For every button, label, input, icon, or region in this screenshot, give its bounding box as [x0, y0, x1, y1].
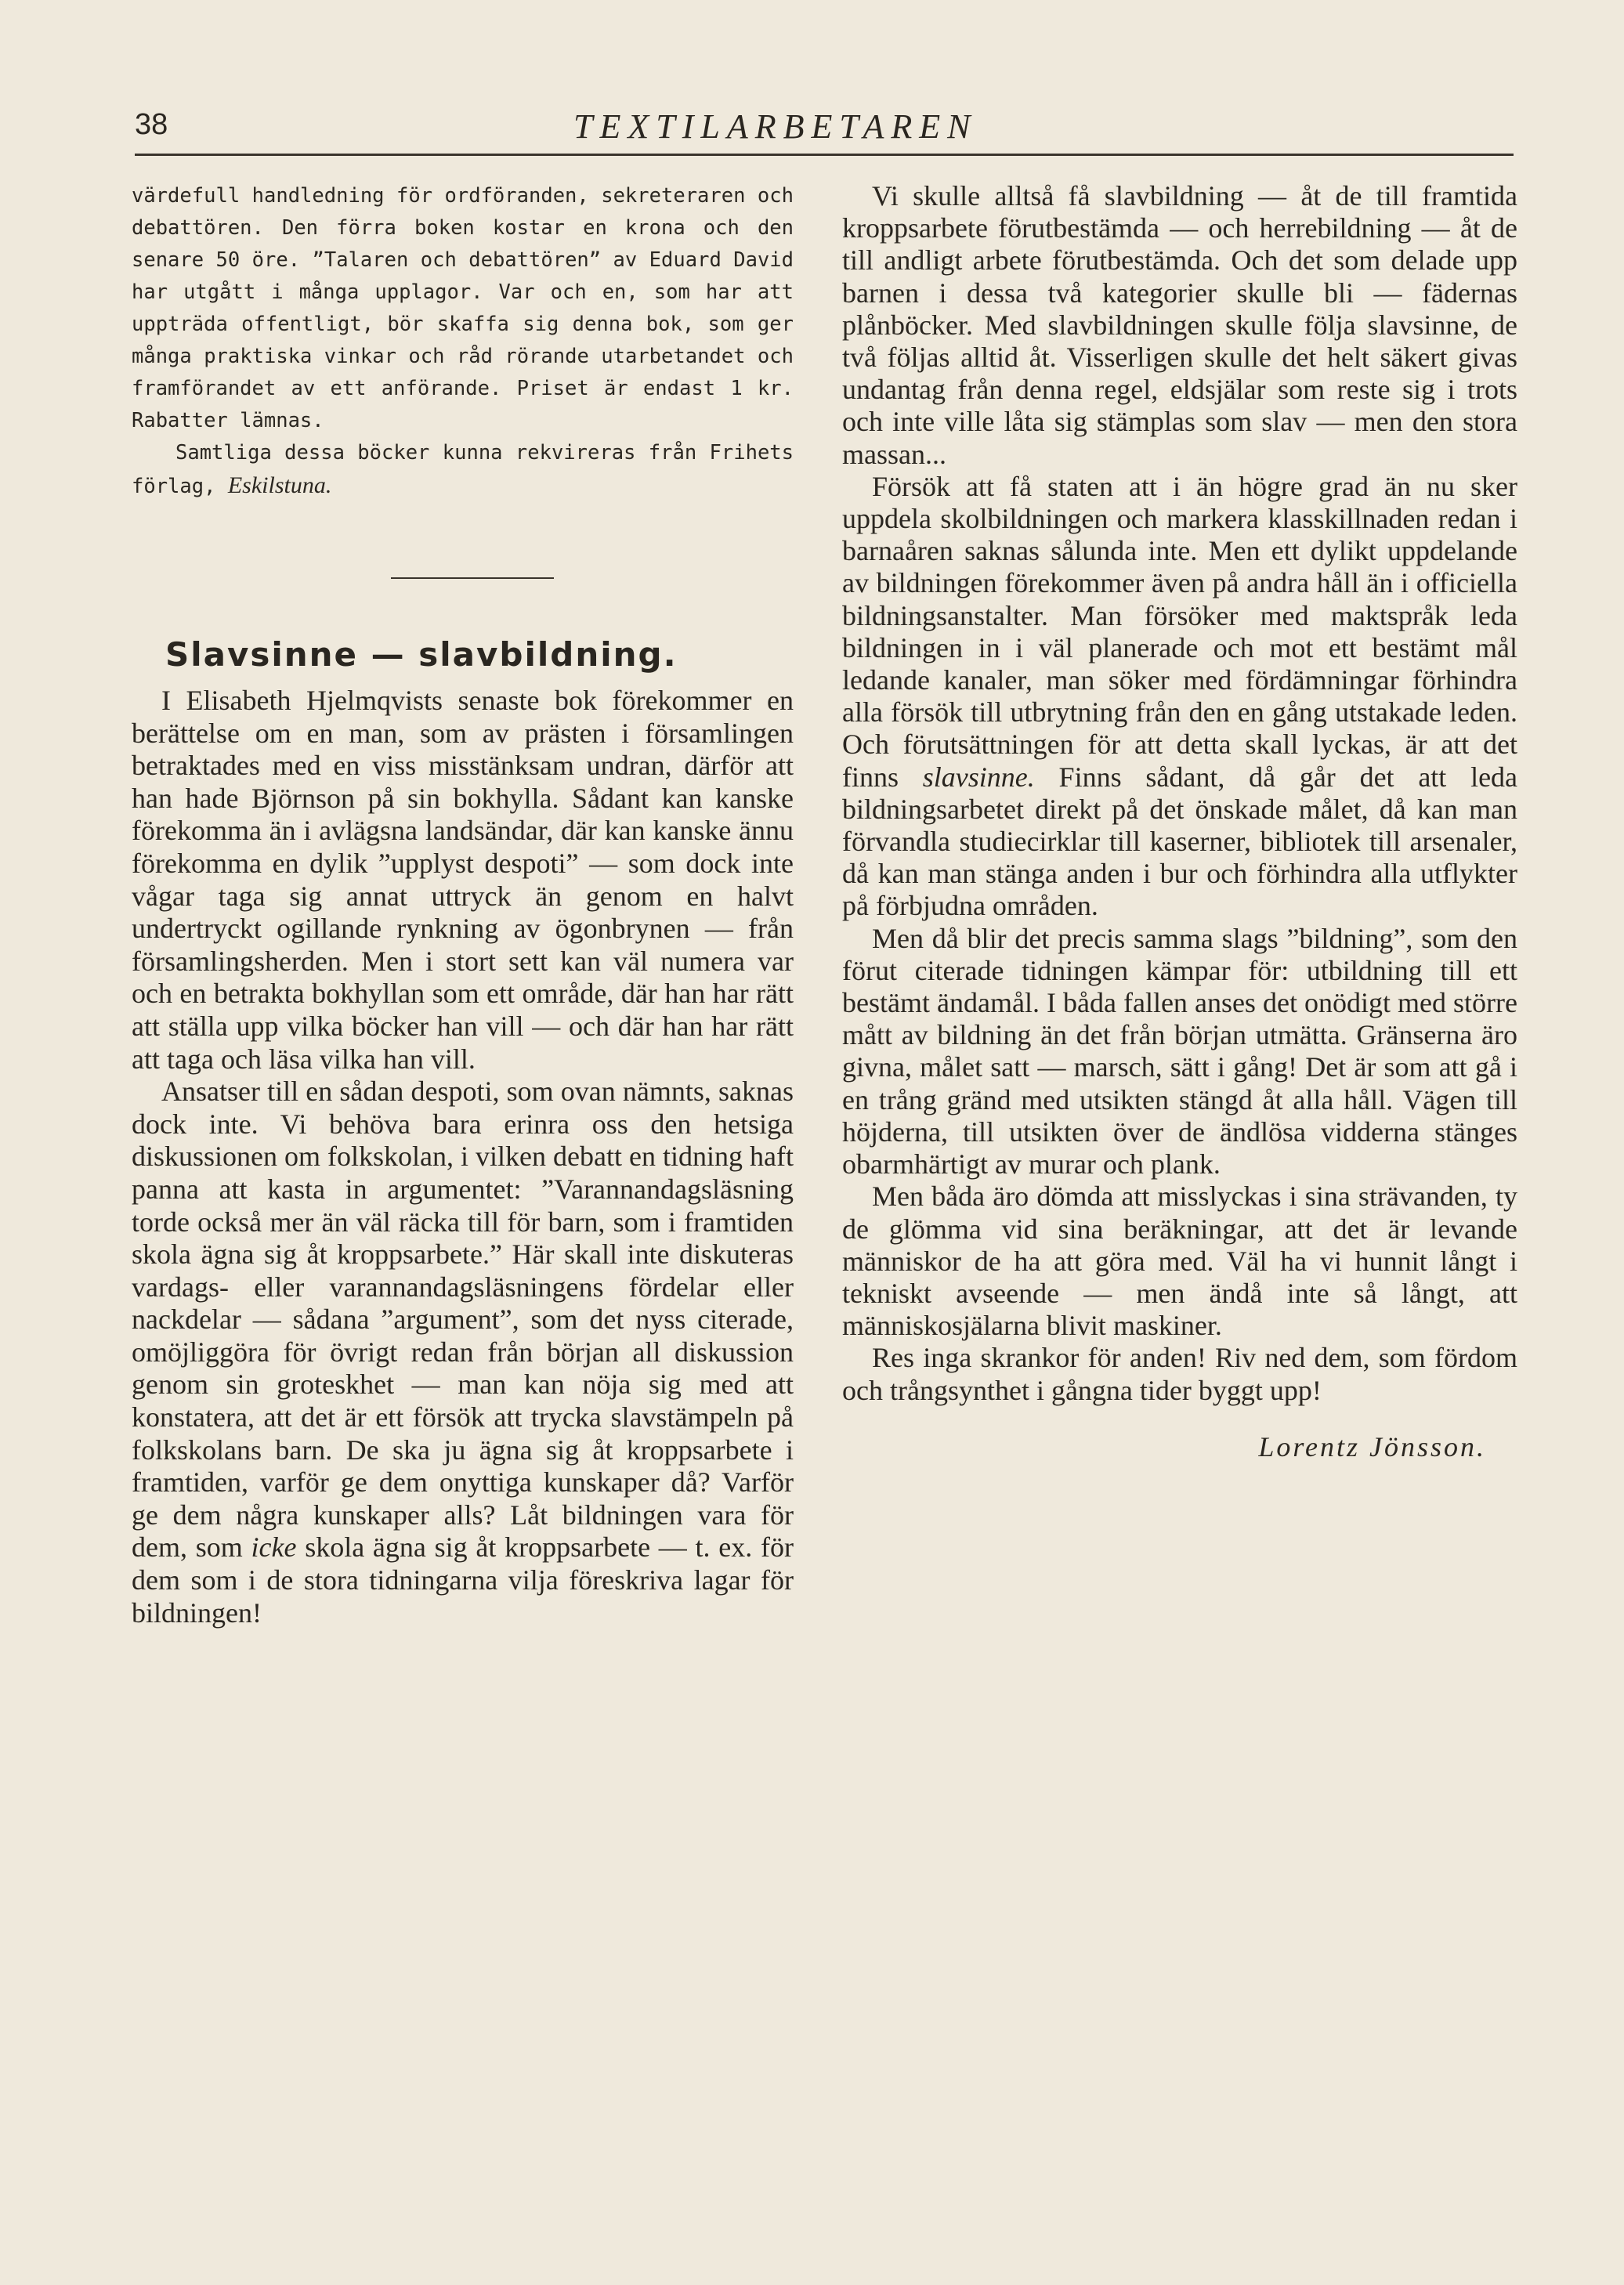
- article-paragraph: Men båda äro dömda att misslyckas i sina strävanden, ty de glömma vid sina beräkningar, att det är levande människor de ha att göra med. Väl ha vi hunnit långt i tekniskt avseende — men ändå inte så långt, att människosjälarna blivit maskiner.: [842, 1180, 1517, 1342]
- left-column: [132, 180, 794, 1629]
- article-paragraph: I Elisabeth Hjelmqvists senaste bok förekommer en berättelse om en man, som av prästen i församlingen betraktades med en viss misstänksam undran, därför att han hade Björnson på sin bokhylla. Sådant kan kanske förekomma än i avlägsna landsändar, där kan kanske ännu förekomma en dylik ”upplyst despoti” — som dock inte vågar taga sig annat uttryck än genom en halvt undertryckt ogillande rynkning av ögonbrynen — från församlingsherden. Men i stort sett kan väl numera var och en betrakta bokhyllan som ett område, där han har rätt att ställa upp vilka böcker han vill — och där han har rätt att taga och läsa vilka han vill.: [132, 685, 794, 1075]
- author-signature: Lorentz Jönsson.: [1258, 1430, 1486, 1462]
- paragraph-text: Ansatser till en sådan despoti, som ovan nämnts, saknas dock inte. Vi behöva bara erinra oss den hetsiga diskussionen om folkskolan, i vilken debatt en tidning haft panna att kasta in argumentet: ”Varannandagsläsning torde också mer än väl räcka till för barn, som i framtiden skola ägna sig åt kroppsarbete.” Här skall inte diskuteras vardags- eller varannandagsläsningens fördelar eller nackdelar — sådana ”argument”, som det nyss citerade, omöjliggöra för övrigt redan från början all diskussion genom sin groteskhet — man kan nöja sig med att konstatera, att det är ett försök att trycka slavstämpeln på folkskolans barn. De ska ju ägna sig åt kroppsarbete i framtiden, varför ge dem onyttiga kunskaper då? Varför ge dem några kunskaper alls? Låt bildningen vara för dem, som: [132, 1076, 794, 1564]
- journal-title: TEXTILARBETAREN: [573, 107, 978, 146]
- right-column: [842, 180, 1517, 1463]
- emphasis-text: icke: [251, 1531, 297, 1564]
- page-header: [135, 108, 1514, 154]
- intro-paragraph: värdefull handledning för ordföranden, sekreteraren och debattören. Den förra boken kostar en krona och den senare 50 öre. ”Talaren och debattören” av Eduard David har utgått i många upplagor. Var och en, som har att uppträda offentligt, bör skaffa sig denna bok, som ger många praktiska vinkar och råd rörande utarbetandet och framförandet av ett anförande. Priset är endast 1 kr. Rabatter lämnas.: [132, 184, 794, 432]
- paragraph-text: Försök att få staten att i än högre grad än nu sker uppdela skolbildningen och markera klasskillnaden redan i barnaåren saknas sålunda inte. Men ett dylikt uppdelande av bildningen förekommer även på andra håll än i officiella bildningsanstalter. Man försöker med maktspråk leda bildningen in i väl planerade och mot ett bestämt mål ledande kanaler, man söker med fördämningar förhindra alla försök till utbrytning från den en gång utstakade leden. Och förutsättningen för att detta skall lyckas, är att det finns: [842, 470, 1517, 793]
- paragraph-text: Finns sådant, då går det att leda bildningsarbetet direkt på det önskade målet, då kan man förvandla studiecirklar till kaserner, bibliotek till arsenaler, då kan man stänga anden i bur och förhindra alla utflykter på förbjudna områden.: [842, 761, 1518, 922]
- section-divider: [391, 577, 554, 579]
- order-paragraph: [132, 437, 794, 503]
- article-paragraph: Vi skulle alltså få slavbildning — åt de till framtida kroppsarbete förutbestämda — och herrebildning — åt de till andligt arbete förutbestämda. Och det som delade upp barnen i dessa två kategorier skulle bli — fädernas plånböcker. Med slavbildningen skulle följa slavsinne, de två följas alltid åt. Visserligen skulle det helt säkert givas undantag från denna regel, eldsjälar som reste sig i trots och inte ville låta sig stämplas som slav — men den stora massan...: [842, 180, 1517, 470]
- article-paragraph: [842, 471, 1517, 923]
- header-rule: [135, 154, 1514, 156]
- emphasis-text: slavsinne.: [922, 761, 1035, 793]
- article-paragraph: [132, 1076, 794, 1629]
- article-title: Slavsinne — slavbildning.: [165, 635, 678, 674]
- order-place: Eskilstuna.: [227, 472, 332, 498]
- paragraph-text: skola ägna sig åt kroppsarbete — t. ex. för dem som i de stora tidningarna vilja föreskriva lagar för bildningen!: [132, 1531, 794, 1629]
- order-text: Samtliga dessa böcker kunna rekvireras från Frihets förlag,: [132, 441, 794, 498]
- article-paragraph: Res inga skrankor för anden! Riv ned dem, som fördom och trångsynthet i gångna tider byggt upp!: [842, 1342, 1517, 1406]
- article-paragraph: Men då blir det precis samma slags ”bildning”, som den förut citerade tidningen kämpar för: utbildning till ett bestämt ändamål. I båda fallen anses det onödigt med större mått av bildning än det från början utmätta. Gränserna äro givna, målet satt — marsch, sätt i gång! Det är som att gå i en trång gränd med utsikten stängd åt alla håll. Vägen till höjderna, till utsikten över de ändlösa vidderna stänges obarmhärtigt av murar och plank.: [842, 922, 1517, 1180]
- page-number: 38: [135, 108, 168, 141]
